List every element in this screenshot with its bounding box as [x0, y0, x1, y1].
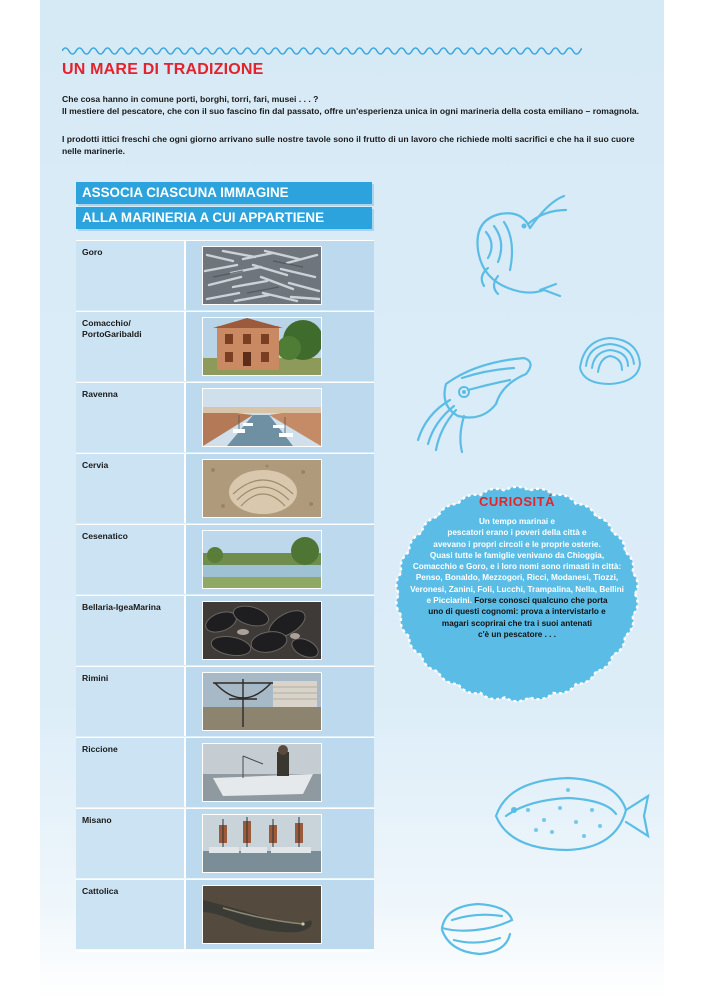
curiosita-text	[408, 516, 626, 640]
table-row	[76, 524, 374, 594]
table-row	[76, 808, 374, 878]
intro-line-2: Il mestiere del pescatore, che con il suo fascino fin dal passato, offre un'esperienza unica in ogni marineria della costa emiliano – romagnola.	[62, 106, 640, 116]
shrimp-icon	[448, 192, 568, 304]
marineria-name: Ravenna	[82, 389, 118, 399]
mussel-icon	[436, 898, 516, 958]
page-title: UN MARE DI TRADIZIONE	[62, 61, 264, 78]
marineria-name: Bellaria-IgeaMarina	[82, 602, 161, 612]
curiosita-line: Un tempo marinai e	[479, 517, 555, 526]
intro-paragraph-2: I prodotti ittici freschi che ogni giorno arrivano sulle nostre tavole sono il frutto di un lavoro che richiede molti sacrifici e che ha il suo cuore nelle marinerie.	[62, 134, 635, 156]
clam-icon	[574, 334, 644, 388]
table-row	[76, 666, 374, 736]
marineria-name: Cervia	[82, 460, 109, 470]
curiosita-box	[390, 480, 644, 708]
curiosita-line: pescatori erano i poveri della città e	[447, 528, 587, 538]
curiosita-line: Penso, Bonaldo, Mezzogori, Ricci, Modanesi, Tiozzi,	[415, 573, 619, 583]
photo-eel[interactable]	[202, 885, 322, 944]
intro-paragraph-1	[62, 93, 642, 117]
table-row	[76, 737, 374, 807]
marineria-name: Cesenatico	[82, 531, 128, 541]
page	[40, 0, 664, 1000]
curiosita-line: avevano i propri circoli e le proprie osterie.	[433, 539, 601, 549]
photo-mussels[interactable]	[202, 601, 322, 660]
table-row	[76, 240, 374, 310]
matching-table	[76, 240, 374, 952]
curiosita-line: e Picciarini. Forse conosci qualcuno che porta	[426, 596, 608, 606]
photo-brick-house[interactable]	[202, 317, 322, 376]
curiosita-line: Comacchio e Goro, e i loro nomi sono rimasti in città:	[412, 562, 622, 572]
curiosita-line: c'è un pescatore . . .	[478, 629, 556, 639]
intro-line-1: Che cosa hanno in comune porti, borghi, torri, fari, musei . . . ?	[62, 94, 319, 104]
photo-fisherman-boat[interactable]	[202, 743, 322, 802]
photo-canal-boats[interactable]	[202, 388, 322, 447]
table-row	[76, 382, 374, 452]
table-row	[76, 595, 374, 665]
sole-fish-icon	[488, 770, 652, 862]
table-row	[76, 311, 374, 381]
marineria-name: Riccione	[82, 744, 118, 754]
table-row	[76, 879, 374, 949]
curiosita-title: CURIOSITÁ	[479, 494, 555, 509]
marineria-name: Rimini	[82, 673, 109, 683]
curiosita-line: Veronesi, Zanini, Foli, Lucchi, Trampalina, Nella, Bellini	[410, 584, 624, 594]
photo-harbor-boats[interactable]	[202, 814, 322, 873]
curiosita-line: Quasi tutte le famiglie venivano da Chioggia,	[429, 550, 605, 560]
table-bottom-border	[76, 950, 374, 952]
marineria-name: Goro	[82, 247, 103, 257]
marineria-name: Misano	[82, 815, 112, 825]
wave-line	[62, 44, 582, 58]
exercise-banner-line-2: ALLA MARINERIA A CUI APPARTIENE	[76, 207, 372, 229]
exercise-banner-line-1: ASSOCIA CIASCUNA IMMAGINE	[76, 182, 372, 204]
cuttlefish-icon	[406, 344, 542, 454]
curiosita-line: uno di questi cognomi: prova a intervistarlo e	[428, 607, 606, 617]
photo-lagoon[interactable]	[202, 530, 322, 589]
photo-anchovies[interactable]	[202, 246, 322, 305]
marineria-name: Comacchio/ PortoGaribaldi	[82, 318, 142, 339]
curiosita-line: magari scoprirai che tra i suoi antenati	[441, 618, 593, 628]
photo-clam[interactable]	[202, 459, 322, 518]
marineria-name: Cattolica	[82, 886, 119, 896]
table-row	[76, 453, 374, 523]
photo-fishing-net-hut[interactable]	[202, 672, 322, 731]
